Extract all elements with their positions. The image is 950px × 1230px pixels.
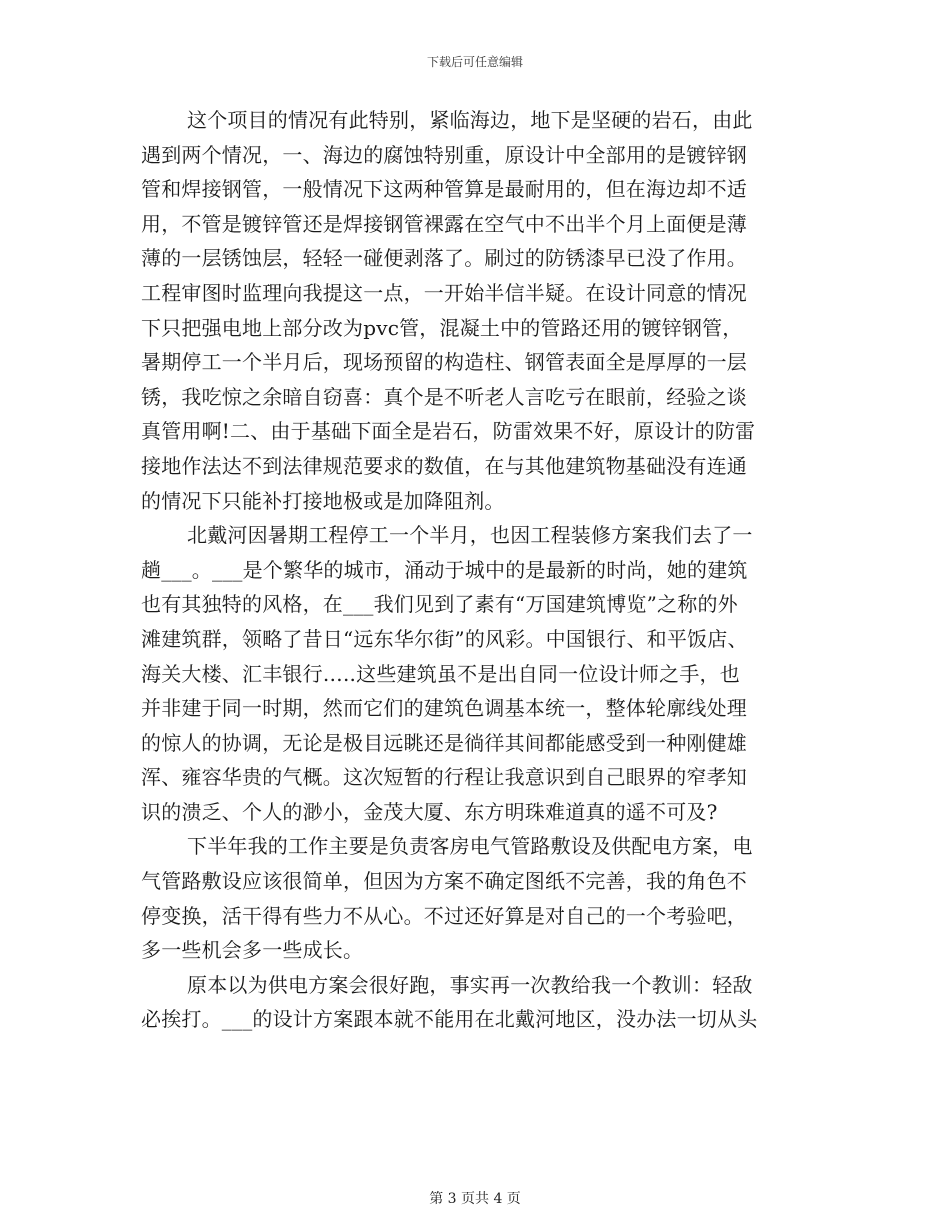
text-line: 识的溃乏、个人的渺小，金茂大厦、东方明珠难道真的遥不可及? xyxy=(141,799,718,824)
text-line: 暑期停工一个半月后，现场预留的构造柱、钢管表面全是厚厚的一层 xyxy=(141,350,747,375)
text-line: 必挨打。___的设计方案跟本就不能用在北戴河地区，没办法一切从头 xyxy=(141,1007,758,1032)
text-line: 气管路敷设应该很简单，但因为方案不确定图纸不完善，我的角色不 xyxy=(141,869,747,894)
text-line: 管和焊接钢管，一般情况下这两种管算是最耐用的，但在海边却不适 xyxy=(141,177,747,202)
paragraph-first-line: 这个项目的情况有此特别，紧临海边，地下是坚硬的岩石，由此 xyxy=(187,108,753,132)
text-line: 的惊人的协调，无论是极目远眺还是徜徉其间都能感受到一种刚健雄 xyxy=(141,730,747,755)
text-line: 滩建筑群，领略了昔日“远东华尔街”的风彩。中国银行、和平饭店、 xyxy=(141,626,748,651)
page-header: 下载后可任意编辑 xyxy=(426,55,523,69)
paragraph-first-line: 原本以为供电方案会很好跑，事实再一次教给我一个教训：轻敌 xyxy=(187,972,753,997)
text-line: 停变换，活干得有些力不从心。不过还好算是对自己的一个考验吧， xyxy=(141,903,747,928)
text-line: 的情况下只能补打接地极或是加降阻剂。 xyxy=(141,488,505,513)
text-line: 并非建于同一时期，然而它们的建筑色调基本统一，整体轮廓线处理 xyxy=(141,696,747,721)
text-line: 真管用啊!二、由于基础下面全是岩石，防雷效果不好，原设计的防雷 xyxy=(141,419,756,444)
paragraph-first-line: 下半年我的工作主要是负责客房电气管路敷设及供配电方案，电 xyxy=(187,834,753,859)
text-line: 锈，我吃惊之余暗自窃喜：真个是不听老人言吃亏在眼前，经验之谈 xyxy=(141,384,747,409)
text-line: 薄的一层锈蚀层，轻轻一碰便剥落了。刷过的防锈漆早已没了作用。 xyxy=(141,246,747,271)
text-line: 浑、雍容华贵的气概。这次短暂的行程让我意识到自己眼界的窄孝知 xyxy=(141,765,747,790)
text-line: 工程审图时监理向我提这一点，一开始半信半疑。在设计同意的情况 xyxy=(141,280,747,305)
text-line: 接地作法达不到法律规范要求的数值，在与其他建筑物基础没有连通 xyxy=(141,453,747,478)
text-line: 用，不管是镀锌管还是焊接钢管裸露在空气中不出半个月上面便是薄 xyxy=(141,211,747,236)
text-line: 遇到两个情况，一、海边的腐蚀特别重，原设计中全部用的是镀锌钢 xyxy=(141,142,747,167)
text-line: 趟___。___是个繁华的城市，涌动于城中的是最新的时尚，她的建筑 xyxy=(141,557,748,582)
document-body xyxy=(141,103,801,1037)
paragraph-first-line: 北戴河因暑期工程停工一个半月，也因工程装修方案我们去了一 xyxy=(187,523,753,548)
page-footer: 第 3 页共 4 页 xyxy=(429,1191,521,1207)
text-line: 海关大楼、汇丰银行…..这些建筑虽不是出自同一位设计师之手，也 xyxy=(141,661,740,686)
text-line: 也有其独特的风格，在___我们见到了素有“万国建筑博览”之称的外 xyxy=(141,592,738,617)
text-line: 多一些机会多一些成长。 xyxy=(141,938,364,963)
text-line: 下只把强电地上部分改为pvc管，混凝土中的管路还用的镀锌钢管， xyxy=(141,315,743,340)
